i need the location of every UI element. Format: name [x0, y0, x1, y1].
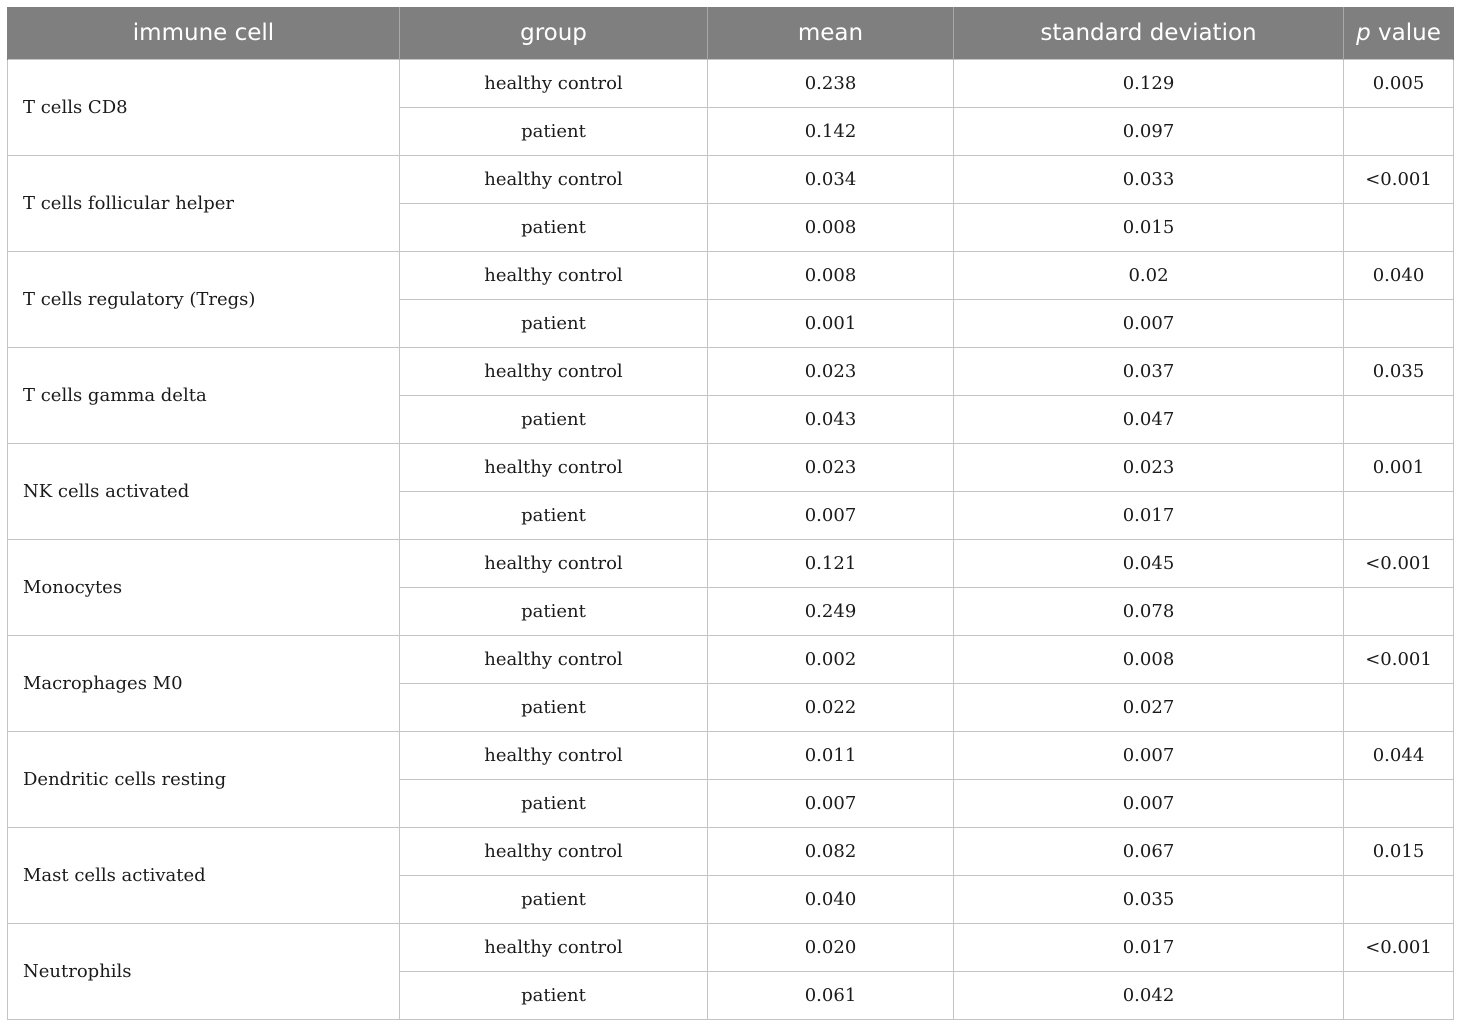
mean-cell: 0.011	[708, 732, 954, 780]
group-cell: patient	[400, 396, 708, 444]
standard-deviation-cell: 0.017	[954, 492, 1344, 540]
group-cell: healthy control	[400, 828, 708, 876]
table-row	[8, 156, 1454, 204]
p-value-cell	[1344, 684, 1454, 732]
standard-deviation-cell: 0.045	[954, 540, 1344, 588]
group-cell: healthy control	[400, 348, 708, 396]
header-mean: mean	[708, 7, 954, 60]
standard-deviation-cell: 0.008	[954, 636, 1344, 684]
p-value-cell	[1344, 876, 1454, 924]
standard-deviation-cell: 0.033	[954, 156, 1344, 204]
mean-cell: 0.082	[708, 828, 954, 876]
p-value-cell	[1344, 300, 1454, 348]
mean-cell: 0.043	[708, 396, 954, 444]
p-value-cell	[1344, 780, 1454, 828]
standard-deviation-cell: 0.042	[954, 972, 1344, 1020]
group-cell: patient	[400, 300, 708, 348]
group-cell: healthy control	[400, 540, 708, 588]
p-value-cell: 0.005	[1344, 60, 1454, 108]
mean-cell: 0.002	[708, 636, 954, 684]
header-p-symbol: p	[1356, 20, 1371, 46]
immune-cell-name: Monocytes	[8, 540, 400, 636]
mean-cell: 0.034	[708, 156, 954, 204]
p-value-cell	[1344, 972, 1454, 1020]
immune-cell-name: T cells CD8	[8, 60, 400, 156]
group-cell: patient	[400, 876, 708, 924]
p-value-cell: <0.001	[1344, 540, 1454, 588]
p-value-cell	[1344, 492, 1454, 540]
standard-deviation-cell: 0.007	[954, 732, 1344, 780]
table-header	[8, 7, 1454, 60]
p-value-cell: <0.001	[1344, 156, 1454, 204]
mean-cell: 0.142	[708, 108, 954, 156]
group-cell: healthy control	[400, 732, 708, 780]
mean-cell: 0.008	[708, 252, 954, 300]
header-group: group	[400, 7, 708, 60]
group-cell: patient	[400, 204, 708, 252]
mean-cell: 0.023	[708, 348, 954, 396]
standard-deviation-cell: 0.035	[954, 876, 1344, 924]
standard-deviation-cell: 0.007	[954, 780, 1344, 828]
group-cell: healthy control	[400, 924, 708, 972]
p-value-cell	[1344, 396, 1454, 444]
p-value-cell: 0.040	[1344, 252, 1454, 300]
table-row	[8, 732, 1454, 780]
mean-cell: 0.001	[708, 300, 954, 348]
header-p-label: value	[1370, 20, 1441, 46]
table-row	[8, 924, 1454, 972]
standard-deviation-cell: 0.015	[954, 204, 1344, 252]
mean-cell: 0.007	[708, 780, 954, 828]
immune-cell-table	[7, 7, 1454, 1020]
standard-deviation-cell: 0.007	[954, 300, 1344, 348]
group-cell: patient	[400, 492, 708, 540]
group-cell: healthy control	[400, 252, 708, 300]
group-cell: healthy control	[400, 444, 708, 492]
standard-deviation-cell: 0.129	[954, 60, 1344, 108]
mean-cell: 0.022	[708, 684, 954, 732]
immune-cell-name: T cells follicular helper	[8, 156, 400, 252]
immune-cell-name: NK cells activated	[8, 444, 400, 540]
mean-cell: 0.238	[708, 60, 954, 108]
table-row	[8, 252, 1454, 300]
immune-cell-name: Dendritic cells resting	[8, 732, 400, 828]
p-value-cell: 0.044	[1344, 732, 1454, 780]
group-cell: patient	[400, 684, 708, 732]
group-cell: healthy control	[400, 156, 708, 204]
group-cell: patient	[400, 780, 708, 828]
standard-deviation-cell: 0.023	[954, 444, 1344, 492]
immune-cell-name: Mast cells activated	[8, 828, 400, 924]
mean-cell: 0.020	[708, 924, 954, 972]
mean-cell: 0.023	[708, 444, 954, 492]
group-cell: patient	[400, 588, 708, 636]
table-row	[8, 348, 1454, 396]
immune-cell-name: T cells regulatory (Tregs)	[8, 252, 400, 348]
standard-deviation-cell: 0.067	[954, 828, 1344, 876]
group-cell: healthy control	[400, 60, 708, 108]
header-immune-cell: immune cell	[8, 7, 400, 60]
group-cell: patient	[400, 972, 708, 1020]
mean-cell: 0.007	[708, 492, 954, 540]
table-row	[8, 444, 1454, 492]
p-value-cell: 0.035	[1344, 348, 1454, 396]
mean-cell: 0.040	[708, 876, 954, 924]
table-row	[8, 60, 1454, 108]
p-value-cell	[1344, 588, 1454, 636]
mean-cell: 0.008	[708, 204, 954, 252]
standard-deviation-cell: 0.02	[954, 252, 1344, 300]
group-cell: patient	[400, 108, 708, 156]
p-value-cell: 0.001	[1344, 444, 1454, 492]
standard-deviation-cell: 0.047	[954, 396, 1344, 444]
mean-cell: 0.249	[708, 588, 954, 636]
header-row	[8, 7, 1454, 60]
p-value-cell: <0.001	[1344, 636, 1454, 684]
mean-cell: 0.121	[708, 540, 954, 588]
standard-deviation-cell: 0.027	[954, 684, 1344, 732]
group-cell: healthy control	[400, 636, 708, 684]
p-value-cell: <0.001	[1344, 924, 1454, 972]
p-value-cell: 0.015	[1344, 828, 1454, 876]
immune-cell-name: Macrophages M0	[8, 636, 400, 732]
standard-deviation-cell: 0.097	[954, 108, 1344, 156]
p-value-cell	[1344, 108, 1454, 156]
p-value-cell	[1344, 204, 1454, 252]
standard-deviation-cell: 0.078	[954, 588, 1344, 636]
table-row	[8, 540, 1454, 588]
mean-cell: 0.061	[708, 972, 954, 1020]
header-standard-deviation: standard deviation	[954, 7, 1344, 60]
immune-cell-name: T cells gamma delta	[8, 348, 400, 444]
table-body	[8, 60, 1454, 1020]
header-p-value	[1344, 7, 1454, 60]
immune-cell-name: Neutrophils	[8, 924, 400, 1020]
standard-deviation-cell: 0.037	[954, 348, 1344, 396]
immune-cell-table-container	[7, 7, 1453, 1020]
table-row	[8, 828, 1454, 876]
standard-deviation-cell: 0.017	[954, 924, 1344, 972]
table-row	[8, 636, 1454, 684]
